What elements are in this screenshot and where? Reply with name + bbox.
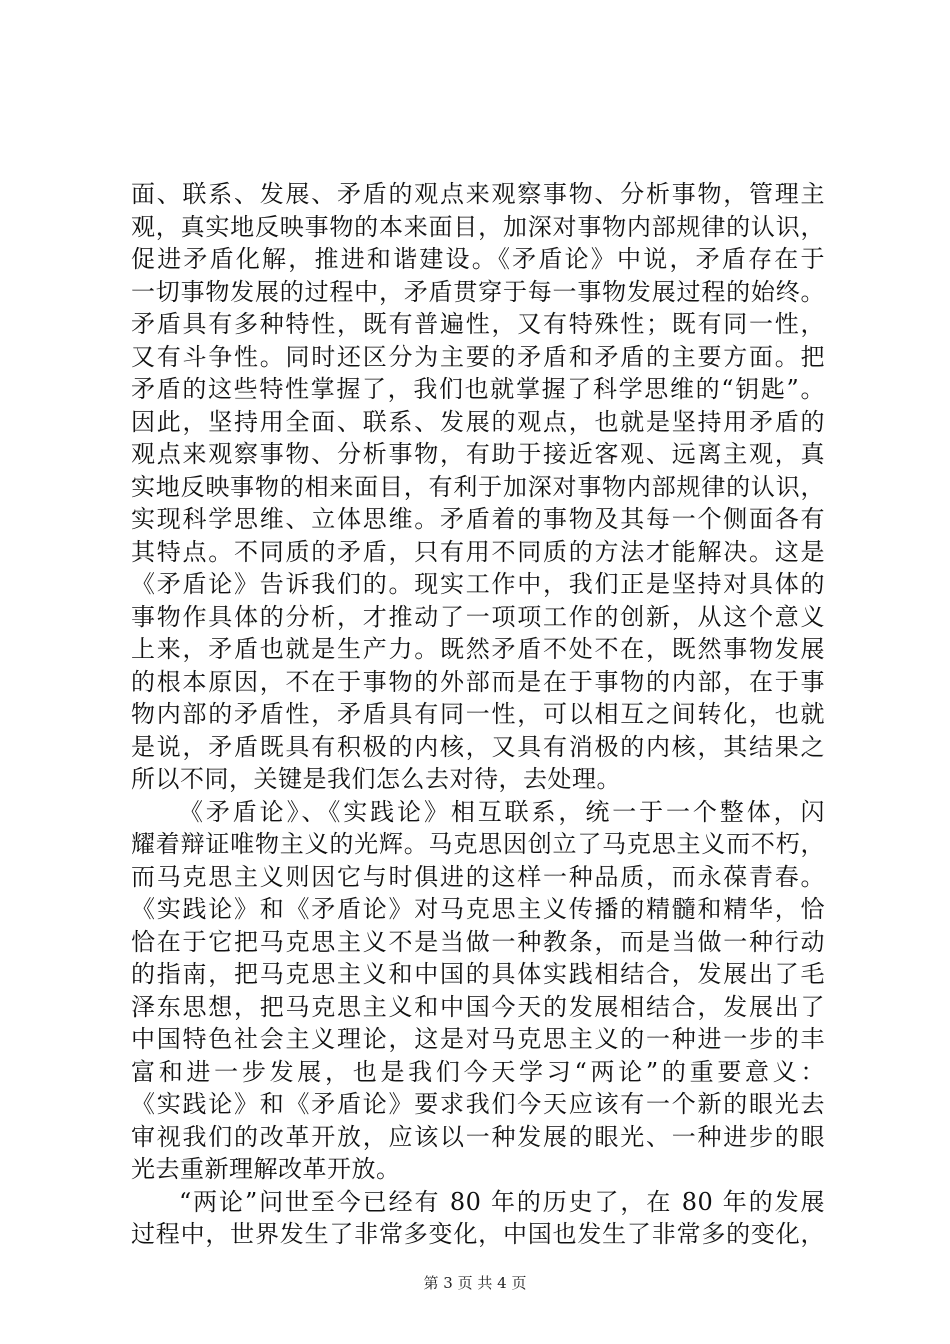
text-line: 而马克思主义则因它与时俱进的这样一种品质，而永葆青春。 [131,862,825,891]
text-line: 矛盾的这些特性掌握了，我们也就掌握了科学思维的“钥匙”。 [131,375,825,403]
text-line: 是说，矛盾既具有积极的内核，又具有消极的内核，其结果之 [131,732,825,761]
text-line: 因此，坚持用全面、联系、发展的观点，也就是坚持用矛盾的 [131,407,825,436]
page-footer: 第 3 页 共 4 页 [423,1274,527,1292]
text-line: 泽东思想，把马克思主义和中国今天的发展相结合，发展出了 [131,992,825,1021]
text-line: 实地反映事物的相来面目，有利于加深对事物内部规律的认识， [131,472,825,501]
text-line: 过程中，世界发生了非常多变化，中国也发生了非常多的变化， [131,1220,825,1248]
text-line: 上来，矛盾也就是生产力。既然矛盾不处不在，既然事物发展 [131,635,825,663]
text-line: 面、联系、发展、矛盾的观点来观察事物、分析事物，管理主 [131,180,825,208]
text-line: 中国特色社会主义理论，这是对马克思主义的一种进一步的丰 [131,1025,825,1053]
text-line: 耀着辩证唯物主义的光辉。马克思因创立了马克思主义而不朽， [131,830,825,858]
text-line: 又有斗争性。同时还区分为主要的矛盾和矛盾的主要方面。把 [131,342,825,371]
text-line: 的根本原因，不在于事物的外部而是在于事物的内部，在于事 [131,667,825,696]
text-line: 事物作具体的分析，才推动了一项项工作的创新，从这个意义 [131,602,825,631]
text-line: 审视我们的改革开放，应该以一种发展的眼光、一种进步的眼 [131,1122,825,1151]
text-line: 促进矛盾化解，推进和谐建设。《矛盾论》中说，矛盾存在于 [131,245,825,273]
text-line: 恰在于它把马克思主义不是当做一种教条，而是当做一种行动 [131,927,825,956]
text-line: 矛盾具有多种特性，既有普遍性，又有特殊性；既有同一性， [131,310,825,338]
text-line: 《实践论》和《矛盾论》对马克思主义传播的精髓和精华，恰 [131,895,825,923]
text-line: 《矛盾论》告诉我们的。现实工作中，我们正是坚持对具体的 [131,570,825,598]
text-line: 《实践论》和《矛盾论》要求我们今天应该有一个新的眼光去 [131,1090,825,1118]
text-line: 实现科学思维、立体思维。矛盾着的事物及其每一个侧面各有 [131,505,825,533]
text-line: 《矛盾论》、《实践论》相互联系，统一于一个整体，闪 [179,797,825,826]
text-line: 光去重新理解改革开放。 [131,1155,401,1183]
text-line: 观，真实地反映事物的本来面目，加深对事物内部规律的认识， [131,212,825,241]
body-text [131,178,825,1251]
text-line: 富和进一步发展，也是我们今天学习“两论”的重要意义： [131,1057,825,1086]
text-line: 一切事物发展的过程中，矛盾贯穿于每一事物发展过程的始终。 [131,277,825,306]
text-line: 的指南，把马克思主义和中国的具体实践相结合，发展出了毛 [131,960,825,988]
text-line: 物内部的矛盾性，矛盾具有同一性，可以相互之间转化，也就 [131,700,825,728]
text-line: 其特点。不同质的矛盾，只有用不同质的方法才能解决。这是 [131,537,825,566]
text-line: 观点来观察事物、分析事物，有助于接近客观、远离主观，真 [131,440,825,468]
text-line: “两论”问世至今已经有 80 年的历史了，在 80 年的发展 [179,1187,825,1216]
text-line: 所以不同，关键是我们怎么去对待，去处理。 [131,765,621,793]
